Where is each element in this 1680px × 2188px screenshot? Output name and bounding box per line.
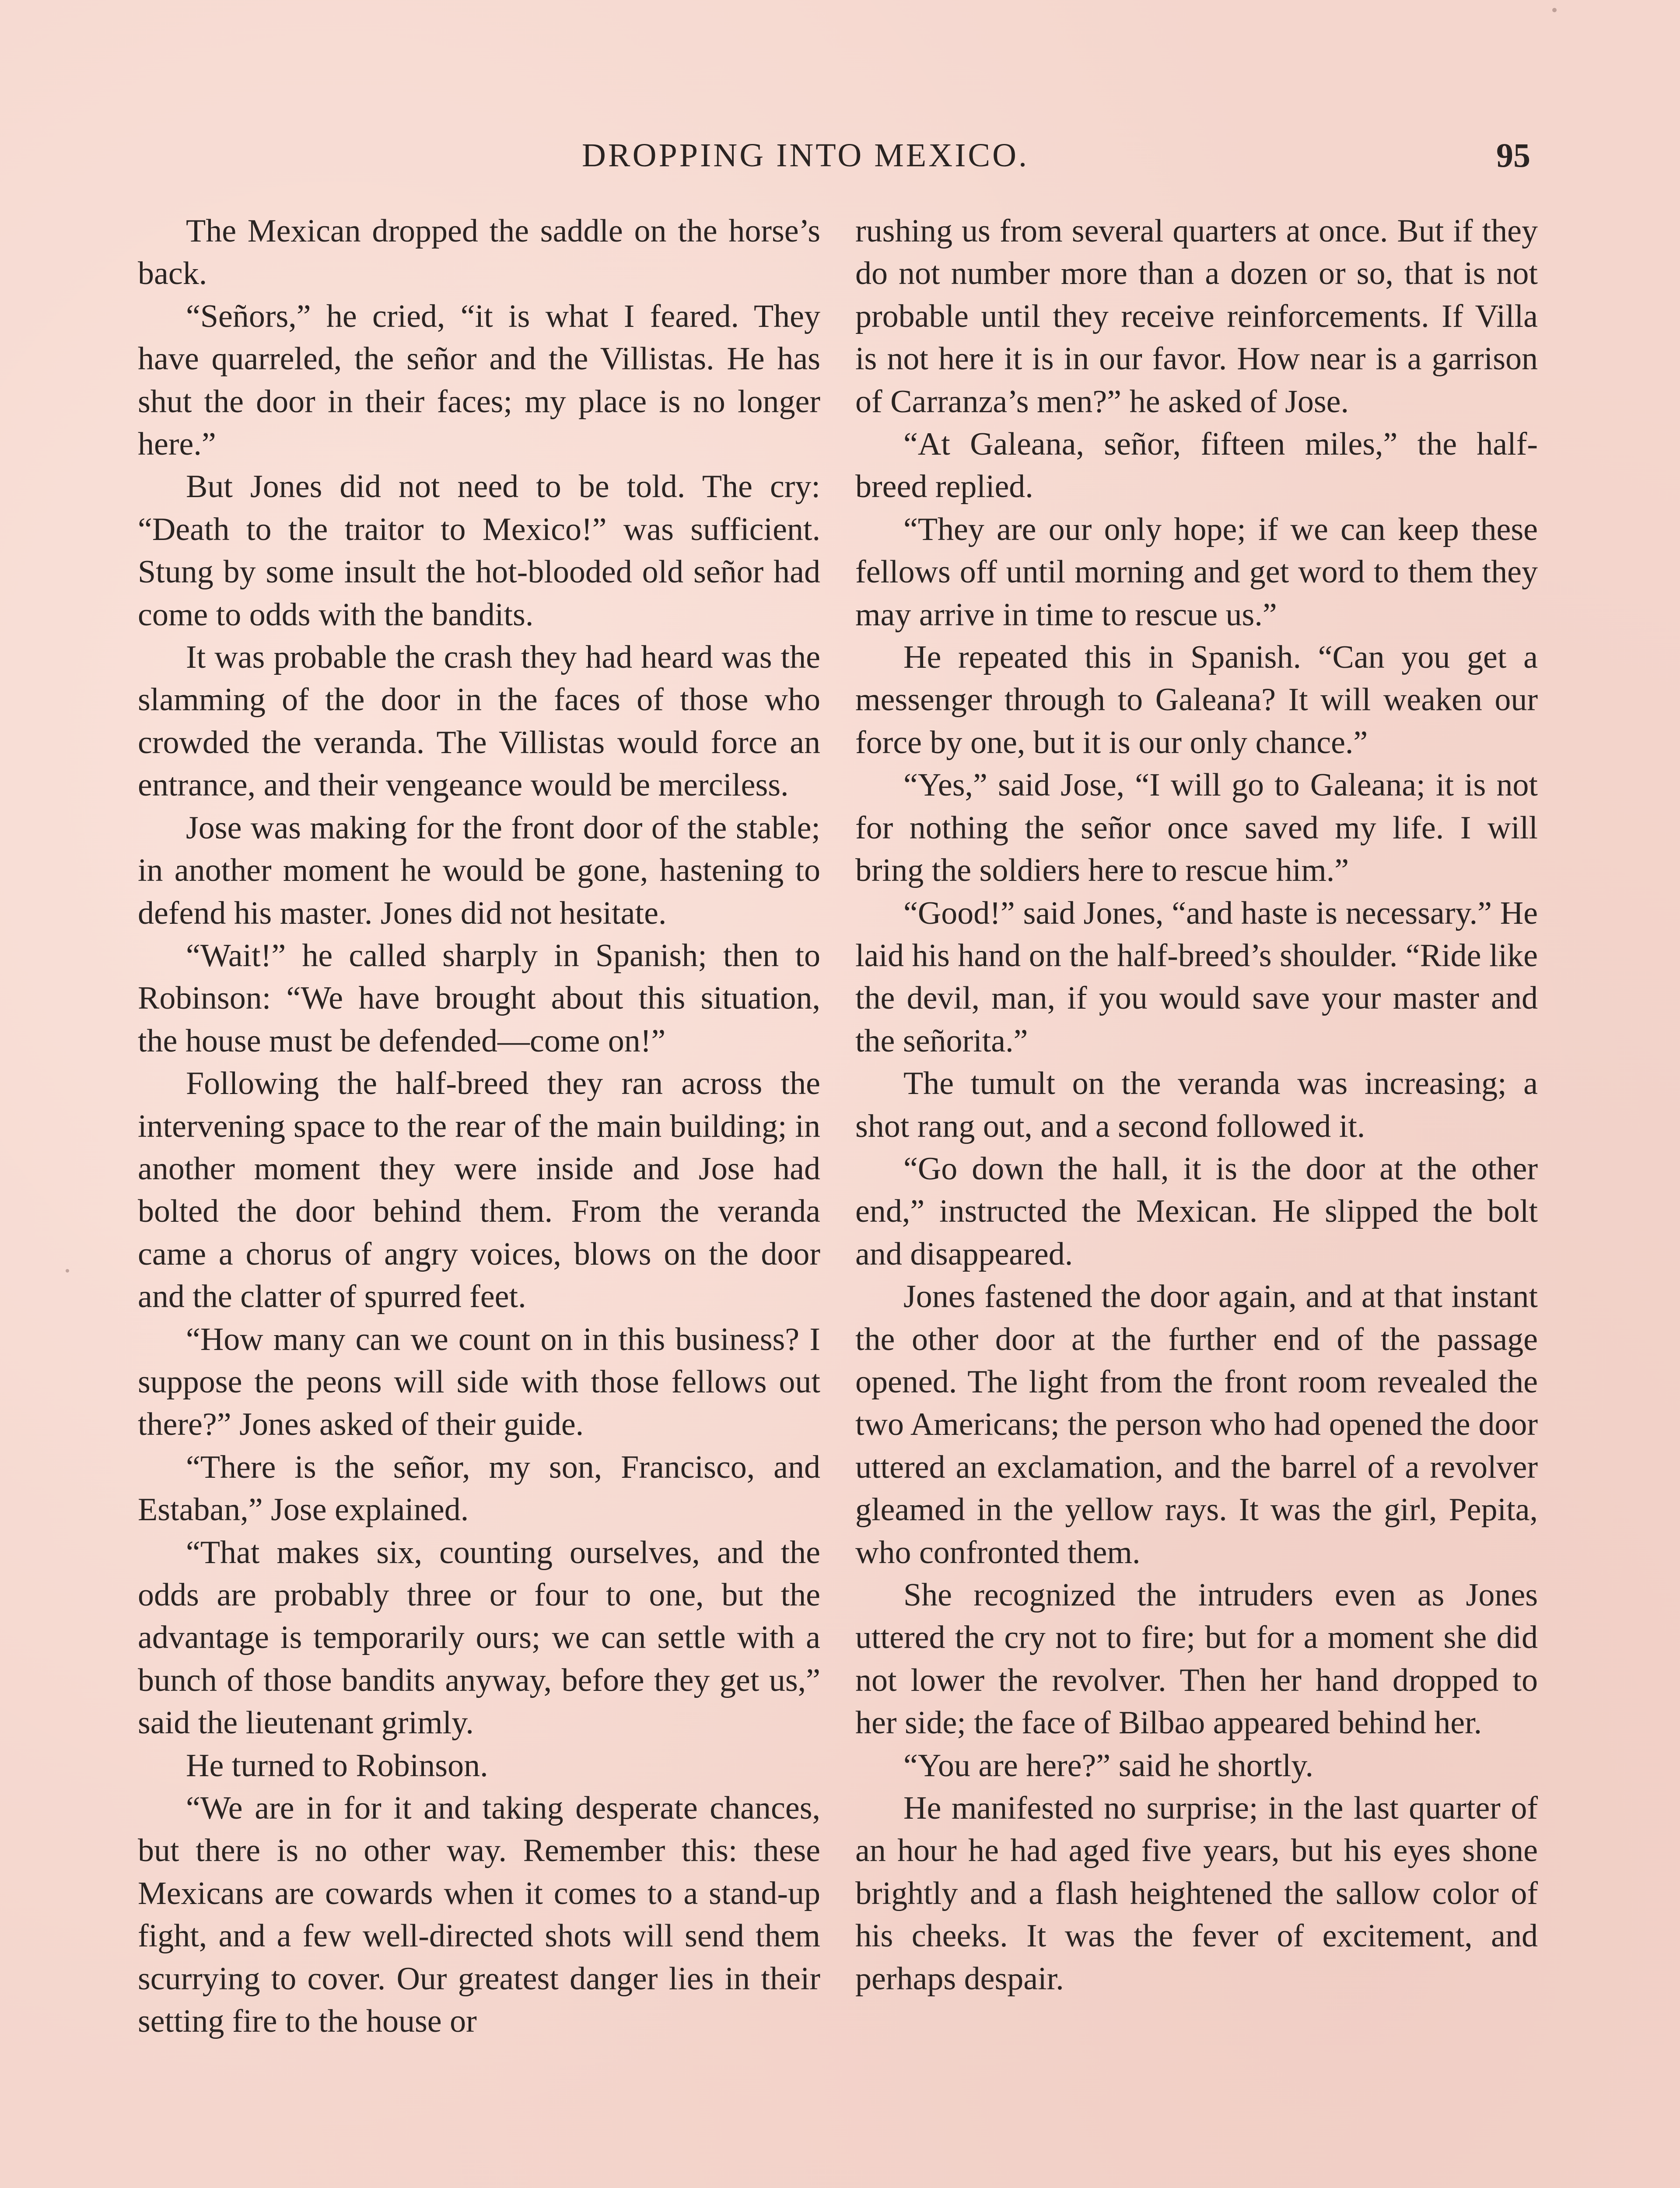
- paragraph: “There is the señor, my son, Francisco, and Estaban,” Jose explained.: [138, 1449, 820, 1528]
- paragraph: “Yes,” said Jose, “I will go to Galeana; it is not for nothing the señor once saved my life. I will bring the soldiers here to rescue him.”: [855, 767, 1538, 889]
- page-number: 95: [1496, 136, 1530, 174]
- paragraph: “Go down the hall, it is the door at the other end,” instructed the Mexican. He slipped the bolt and disappeared.: [855, 1150, 1538, 1272]
- paragraph: “Wait!” he called sharply in Spanish; then to Robinson: “We have brought about this situation, the house must be defended—come on!”: [138, 937, 820, 1059]
- paragraph: “At Galeana, señor, fifteen miles,” the half-breed replied.: [855, 426, 1538, 505]
- paragraph: “They are our only hope; if we can keep these fellows off until morning and get word to them they may arrive in time to rescue us.”: [855, 511, 1538, 633]
- paragraph: “Good!” said Jones, “and haste is necessary.” He laid his hand on the half-breed’s shoulder. “Ride like the devil, man, if you would save your master and the señorita.”: [855, 895, 1538, 1059]
- paragraph: “You are here?” said he shortly.: [903, 1747, 1314, 1784]
- paragraph: But Jones did not need to be told. The cry: “Death to the traitor to Mexico!” was sufficient. Stung by some insult the hot-blooded old señor had come to odds with the bandits.: [138, 469, 820, 633]
- left-column: [138, 210, 820, 2043]
- paragraph: “That makes six, counting ourselves, and the odds are probably three or four to one, but the advantage is temporarily ours; we can settle with a bunch of those bandits anyway, before they get us,” said the lieutenant grimly.: [138, 1534, 820, 1741]
- paper-speck: [1552, 8, 1557, 12]
- paragraph: She recognized the intruders even as Jones uttered the cry not to fire; but for a moment she did not lower the revolver. Then her hand dropped to her side; the face of Bilbao appeared behind her.: [855, 1577, 1538, 1741]
- paragraph: The tumult on the veranda was increasing; a shot rang out, and a second followed it.: [855, 1066, 1538, 1144]
- paragraph: Jones fastened the door again, and at that instant the other door at the further end of the passage opened. The light from the front room revealed the two Americans; the person who had opened the door uttered an exclamation, and the barrel of a revolver gleamed in the yellow rays. It was the girl, Pepita, who confronted them.: [855, 1279, 1538, 1571]
- paragraph: “We are in for it and taking desperate chances, but there is no other way. Remember this: these Mexicans are cowards when it comes to a stand-up fight, and a few well-directed shots will send them scurrying to cover. Our greatest danger lies in their setting fire to the house or: [138, 1790, 820, 2040]
- right-column: [855, 210, 1538, 2000]
- running-title: DROPPING INTO MEXICO.: [582, 137, 1029, 174]
- page-header: [0, 129, 1680, 186]
- paragraph: He manifested no surprise; in the last quarter of an hour he had aged five years, but his eyes shone brightly and a flash heightened the sallow color of his cheeks. It was the fever of excitement, and perhaps despair.: [855, 1790, 1538, 1997]
- paragraph: “How many can we count on in this business? I suppose the peons will side with those fellows out there?” Jones asked of their guide.: [138, 1321, 820, 1443]
- paper-speck: [66, 1269, 69, 1273]
- paragraph: The Mexican dropped the saddle on the horse’s back.: [138, 213, 820, 292]
- paragraph: Following the half-breed they ran across the intervening space to the rear of the main building; in another moment they were inside and Jose had bolted the door behind them. From the veranda came a chorus of angry voices, blows on the door and the clatter of spurred feet.: [138, 1066, 820, 1315]
- paragraph: He repeated this in Spanish. “Can you get a messenger through to Galeana? It will weaken our force by one, but it is our only chance.”: [855, 639, 1538, 761]
- paragraph: It was probable the crash they had heard was the slamming of the door in the faces of those who crowded the veranda. The Villistas would force an entrance, and their vengeance would be merciless.: [138, 639, 820, 803]
- paragraph: “Señors,” he cried, “it is what I feared. They have quarreled, the señor and the Villistas. He has shut the door in their faces; my place is no longer here.”: [138, 298, 820, 463]
- paragraph: He turned to Robinson.: [186, 1747, 488, 1784]
- continued-paragraph: rushing us from several quarters at once. But if they do not number more than a dozen or so, that is not probable until they receive reinforcements. If Villa is not here it is in our favor. How near is a garrison of Carranza’s men?” he asked of Jose.: [855, 213, 1538, 420]
- paragraph: Jose was making for the front door of the stable; in another moment he would be gone, hastening to defend his master. Jones did not hesitate.: [138, 810, 820, 931]
